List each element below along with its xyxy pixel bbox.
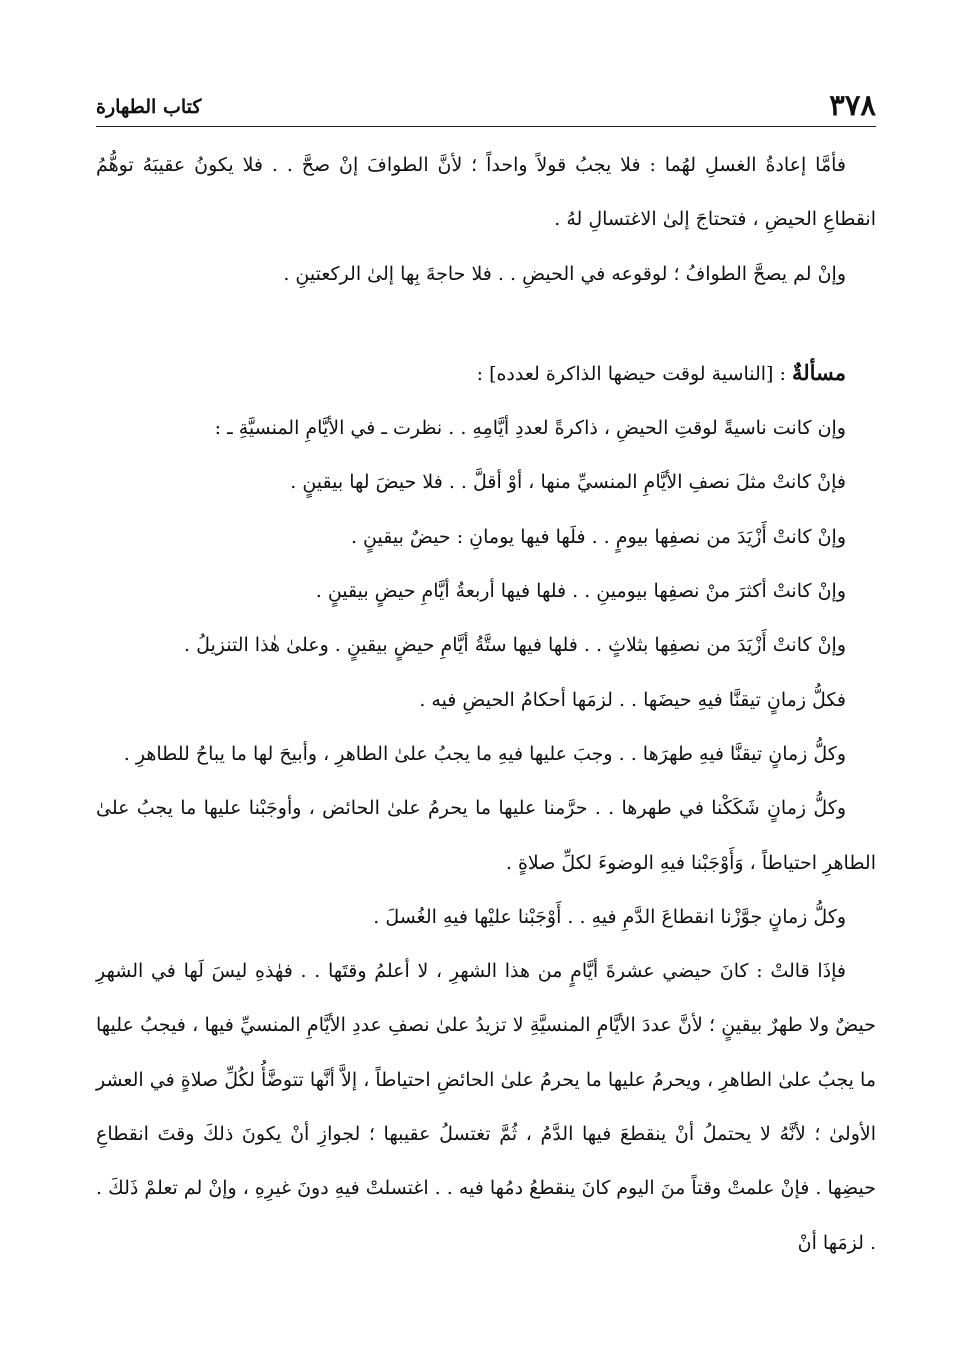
paragraph: فأمَّا إعادةُ الغسلِ لهُما : فلا يجبُ قولاً واحداً ؛ لأنَّ الطوافَ إنْ صحَّ . . فلا يكونُ عقيبَهُ توهُّمُ انقطاعِ الحيضِ ، فتحتاجَ إلىٰ الاغتسالِ لهُ . [96, 154, 876, 231]
paragraph: فكلُّ زمانٍ تيقنَّا فيهِ حيضَها . . لزمَها أحكامُ الحيضِ فيه . [419, 688, 846, 711]
paragraph: وكلُّ زمانٍ تيقنَّا فيهِ طهرَها . . وجبَ عليها فيهِ ما يجبُ علىٰ الطاهرِ ، وأبيحَ لها ما يباحُ للطاهرِ . [123, 742, 846, 765]
paragraph: فإنْ كانتْ مثلَ نصفِ الأيَّامِ المنسيِّ منها ، أوْ أقلَّ . . فلا حيضَ لها بيقينٍ . [290, 471, 846, 494]
issue-title: : [الناسية لوقت حيضها الذاكرة لعدده] : [476, 362, 792, 385]
page-number: ٣٧٨ [829, 88, 876, 122]
header-rule [96, 126, 876, 127]
paragraph: وإنْ كانتْ أَزْيَدَ من نصفِها بيومٍ . . فلَها فيها يومانِ : حيضٌ بيقينٍ . [350, 525, 846, 548]
running-title: كتاب الطهارة [96, 96, 202, 118]
issue-label: مسألةٌ [791, 359, 846, 385]
paragraph: وكلُّ زمانٍ شَكَكْنا في طهرها . . حرَّمنا عليها ما يحرمُ علىٰ الحائض ، وأوجَبْنا عليها ما يجبُ علىٰ الطاهرِ احتياطاً ، وَأَوْجَبْنا فيهِ الوضوءَ لكلِّ صلاةٍ . [96, 797, 876, 874]
paragraph: وإن كانت ناسيةً لوقتِ الحيضِ ، ذاكرةً لعددِ أيَّامِهِ . . نظرت ـ في الأيَّامِ المنسيَّةِ ـ : [214, 417, 846, 440]
paragraph: وإنْ لم يصحَّ الطوافُ ؛ لوقوعه في الحيضِ . . فلا حاجةَ بِها إلىٰ الركعتينِ . [283, 262, 846, 285]
body-text [96, 138, 876, 1270]
issue-heading [96, 346, 876, 401]
page-header [96, 80, 876, 122]
paragraph: وإنْ كانتْ أَزْيَدَ من نصفِها بثلاثٍ . . فلها فيها ستَّةُ أيَّامِ حيضٍ بيقينٍ . وعلىٰ هٰذا التنزيلُ . [183, 634, 846, 657]
paragraph: وإنْ كانتْ أكثرَ منْ نصفِها بيومينِ . . فلها فيها أربعةُ أيَّامِ حيضٍ بيقينٍ . [315, 580, 846, 603]
paragraph: وكلُّ زمانٍ جوَّزْنا انقطاعَ الدَّمِ فيهِ . . أَوْجَبْنا عليْها فيهِ الغُسلَ . [373, 905, 846, 928]
paragraph: فإذَا قالتْ : كانَ حيضي عشرةَ أيَّامٍ من هذا الشهرِ ، لا أعلمُ وقتَها . . فهٰذهِ ليسَ لَها في الشهرِ حيضٌ ولا طهرٌ بيقينٍ ؛ لأنَّ عددَ الأيَّامِ المنسيَّةِ لا تزيدُ علىٰ نصفِ عددِ الأيَّامِ المنسيِّ فيها ، فيجبُ عليها ما يجبُ علىٰ الطاهرِ ، ويحرمُ عليها ما يحرمُ علىٰ الحائضِ احتياطاً ، إلاَّ أنَّها تتوضَّأُ لكُلِّ صلاةٍ في العشر الأولىٰ ؛ لأنَّهُ لا يحتملُ أنْ ينقطعَ فيها الدَّمُ ، ثُمَّ تغتسلُ عقيبها ؛ لجوازِ أنْ يكونَ ذلكَ وقتَ انقطاعِ حيضِها . فإنْ علمتْ وقتاً منَ اليوم كانَ ينقطعُ دمُها فيه . . اغتسلتْ فيهِ دونَ غيرِهِ ، وإنْ لم تعلمْ ذَلكَ . . لزمَها أنْ [96, 960, 876, 1254]
